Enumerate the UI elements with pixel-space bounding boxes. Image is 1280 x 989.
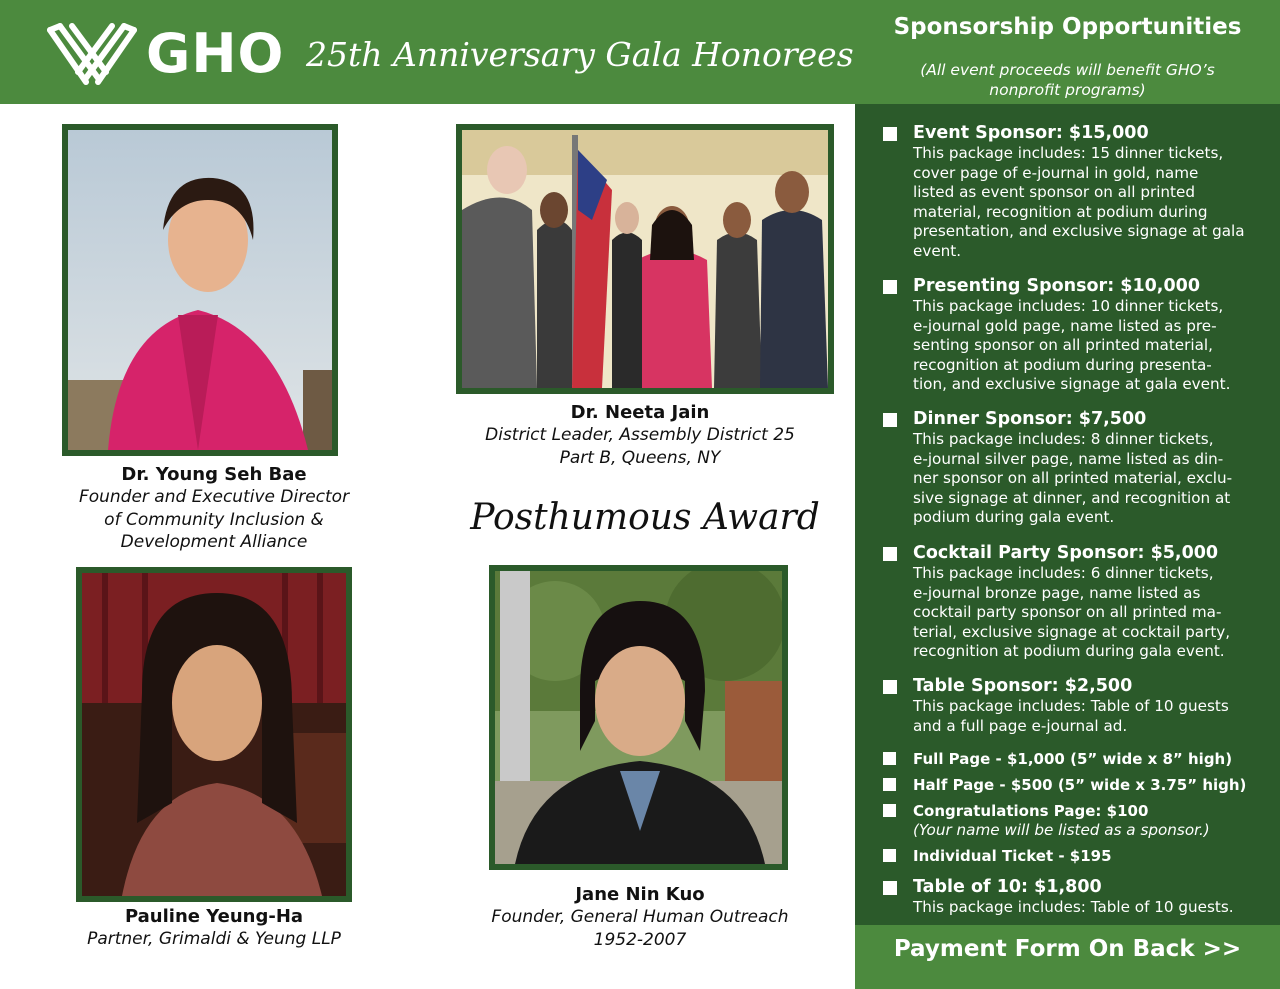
gala-title: 25th Anniversary Gala Honorees: [306, 35, 854, 74]
sponsor-desc: This package includes: Table of 10 guests.: [913, 898, 1234, 916]
honoree-title: District Leader, Assembly District 25 Part B, Queens, NY: [485, 425, 795, 468]
sponsor-name: Table Sponsor: $2,500: [913, 676, 1133, 696]
honoree-name: Jane Nin Kuo: [575, 884, 705, 905]
sponsor-name: Presenting Sponsor: $10,000: [913, 276, 1200, 296]
bullet-square-icon: [883, 413, 897, 427]
sponsorship-note: (All event proceeds will benefit GHO’s nonprofit programs): [920, 61, 1215, 99]
photo-jane-nin-kuo: [489, 565, 788, 870]
bullet-square-icon: [883, 804, 896, 817]
caption-jane-nin-kuo: [460, 883, 820, 951]
caption-pauline-yeung-ha: [55, 905, 373, 951]
sponsor-item-presenting: [883, 276, 1275, 395]
bullet-square-icon: [883, 778, 896, 791]
sponsorship-header: [855, 0, 1280, 104]
sponsor-item-cocktail: [883, 543, 1275, 662]
sponsor-item-event: [883, 123, 1275, 262]
sponsor-name: Dinner Sponsor: $7,500: [913, 409, 1147, 429]
sponsor-item-table: [883, 676, 1275, 736]
honoree-title: Partner, Grimaldi & Yeung LLP: [87, 929, 341, 949]
bullet-square-icon: [883, 752, 896, 765]
sponsor-name: Congratulations Page: $100: [913, 802, 1149, 820]
portrait-image: [82, 573, 346, 896]
sponsor-item-half-page: [883, 775, 1275, 795]
caption-young-seh-bae: [52, 463, 376, 554]
logo-text: GHO: [146, 22, 285, 85]
payment-form-link[interactable]: Payment Form On Back >>: [855, 925, 1280, 989]
sponsor-item-full-page: [883, 749, 1275, 769]
honoree-name: Dr. Young Seh Bae: [121, 464, 307, 485]
sponsorship-title: Sponsorship Opportunities: [893, 14, 1242, 40]
sponsor-desc: This package includes: Table of 10 guests and a full page e-journal ad.: [913, 697, 1229, 735]
portrait-image: [495, 571, 782, 864]
sponsor-name: Individual Ticket - $195: [913, 847, 1112, 865]
bullet-square-icon: [883, 280, 897, 294]
bullet-square-icon: [883, 680, 897, 694]
sponsor-item-individual-ticket: [883, 846, 1275, 866]
photo-pauline-yeung-ha: [76, 567, 352, 902]
sponsor-item-table-of-10: [883, 877, 1275, 918]
sponsor-item-congratulations: [883, 801, 1275, 841]
sponsorship-panel: [855, 104, 1280, 925]
sponsor-item-dinner: [883, 409, 1275, 528]
sponsor-desc: This package includes: 10 dinner tickets, e-journal gold page, name listed as pre- senting sponsor on all printed material, recognition at podium during presenta- tion, and exclusive signage at gala event.: [913, 297, 1231, 394]
sponsor-name: Cocktail Party Sponsor: $5,000: [913, 543, 1219, 563]
sponsor-name: Full Page - $1,000 (5” wide x 8” high): [913, 750, 1233, 768]
honoree-title: Founder, General Human Outreach 1952-2007: [491, 907, 789, 950]
sponsor-desc: This package includes: 8 dinner tickets, e-journal silver page, name listed as din- ner sponsor on all printed material, exclu- sive signage at dinner, and recognition at podium during gala event.: [913, 430, 1233, 527]
bullet-square-icon: [883, 881, 897, 895]
sponsor-name: Table of 10: $1,800: [913, 877, 1102, 897]
ceremony-image: [462, 130, 828, 388]
sponsor-desc: (Your name will be listed as a sponsor.): [913, 821, 1210, 839]
header-banner: [0, 0, 855, 104]
bullet-square-icon: [883, 127, 897, 141]
photo-neeta-jain: [456, 124, 834, 394]
sponsor-desc: This package includes: 15 dinner tickets, cover page of e-journal in gold, name listed as event sponsor on all printed material, recognition at podium during presentation, and exclusive signage at gala event.: [913, 144, 1245, 260]
gho-logo-icon: [46, 22, 138, 88]
sponsor-name: Event Sponsor: $15,000: [913, 123, 1149, 143]
honoree-name: Pauline Yeung-Ha: [124, 906, 304, 927]
honoree-title: Founder and Executive Director of Community Inclusion & Development Alliance: [78, 487, 350, 552]
bullet-square-icon: [883, 849, 896, 862]
sponsor-desc: This package includes: 6 dinner tickets, e-journal bronze page, name listed as cocktail party sponsor on all printed ma- terial, exclusive signage at cocktail party, recognition at podium during gala event.: [913, 564, 1231, 661]
caption-neeta-jain: [460, 401, 820, 469]
portrait-image: [68, 130, 332, 450]
posthumous-award-heading: Posthumous Award: [470, 497, 820, 538]
honoree-name: Dr. Neeta Jain: [570, 402, 710, 423]
bullet-square-icon: [883, 547, 897, 561]
sponsor-name: Half Page - $500 (5” wide x 3.75” high): [913, 776, 1247, 794]
photo-young-seh-bae: [62, 124, 338, 456]
